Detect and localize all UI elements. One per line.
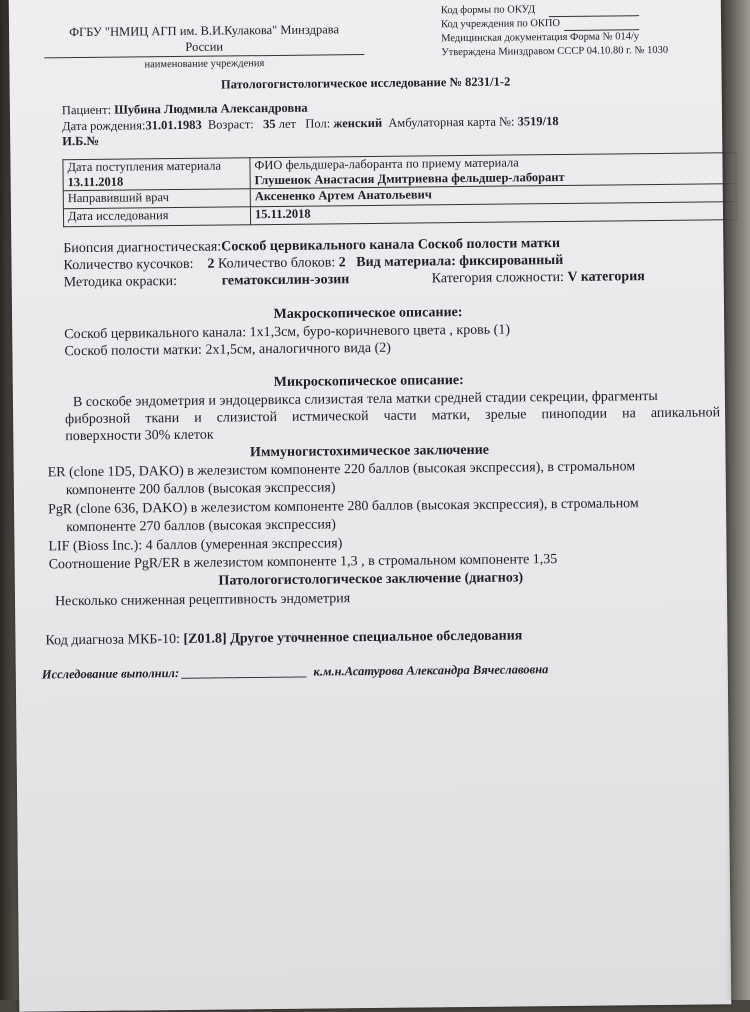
blocks-value: 2 [338, 255, 346, 271]
dob-label: Дата рождения: [61, 118, 146, 134]
blocks-label: Количество блоков: [217, 255, 336, 272]
material-value: фиксированный [459, 252, 564, 270]
complexity-value: V категория [567, 269, 645, 285]
ihc-pgr-line-1: PgR (clone 636, DAKO) в железистом компоненте 280 баллов (высокая экспрессия), в стромальном [47, 496, 639, 518]
okpo-label: Код учреждения по ОКПО [440, 17, 561, 31]
ihc-ratio-line: Соотношение PgR/ER в железистом компоненте 1,3 , в стромальном компоненте 1,35 [48, 552, 558, 573]
signature-line: ____________________ [182, 664, 308, 680]
ihc-er-line-2: компоненте 200 баллов (высокая экспрессия) [65, 480, 336, 499]
diagnosis-heading: Патологогистологическое заключение (диагноз) [218, 570, 524, 589]
patient-name-label: Пациент: [61, 102, 112, 118]
okud-label: Код формы по ОКУД [440, 4, 536, 17]
macro-heading: Макроскопическое описание: [273, 305, 463, 322]
macro-line-2: Соскоб полости матки: 2х1,5см, аналогичного вида (2) [64, 340, 392, 360]
age-unit: лет [278, 116, 297, 131]
micro-line-3: поверхности 30% клеток [65, 427, 214, 445]
table-cell [63, 158, 250, 191]
lab-assistant-label: ФИО фельдшера-лаборанта по приему материала [254, 155, 519, 173]
macro-line-1: Соскоб цервикального канала: 1х1,3см, буро-коричневого цвета , кровь (1) [64, 322, 511, 343]
org-name-line1: ФГБУ "НМИЦ АГП им. В.И.Кулакова" Минздрава [69, 22, 340, 40]
micro-line-1: В соскобе эндометрия и эндоцервикса слизистая тела матки средней стадии секреции, фрагменты [72, 388, 658, 411]
pieces-value: 2 [207, 256, 215, 272]
icd-description: Другое уточненное специальное обследования [230, 628, 523, 647]
signature-label: Исследование выполнил: [41, 666, 180, 682]
ihc-pgr-line-2: компоненте 270 баллов (высокая экспрессия) [66, 517, 336, 536]
micro-heading: Микроскопическое описание: [273, 373, 464, 391]
age-label: Возраст: [207, 117, 254, 132]
icd-code: [Z01.8] [183, 631, 227, 647]
age-value: 35 [263, 116, 276, 132]
card-value: 3519/18 [517, 114, 559, 129]
document-page [9, 0, 732, 1012]
form-label: Медицинская документация Форма № 014/у [441, 31, 640, 45]
material-label: Вид материала: [356, 254, 456, 271]
card-label: Амбулаторная карта №: [388, 114, 515, 130]
diagnosis-text: Несколько сниженная рецептивность эндометрия [54, 591, 351, 610]
ihc-heading: Иммуногистохимическое заключение [249, 442, 490, 461]
sex-label: Пол: [305, 116, 331, 131]
received-date: 13.11.2018 [67, 174, 124, 190]
signature-row [42, 662, 549, 682]
ib-label: И.Б.№ [62, 133, 100, 149]
page-edge-shadow [724, 0, 750, 1000]
ihc-er-line-1: ER (clone 1D5, DAKO) в железистом компоненте 220 баллов (высокая экспрессия), в стромальном [47, 459, 636, 481]
complexity-label: Категория сложности: [431, 269, 564, 287]
org-name-line2: России [185, 39, 224, 54]
exam-date-label: Дата исследования [63, 207, 250, 227]
okud-line [549, 15, 639, 17]
org-caption: наименование учреждения [144, 58, 265, 71]
sex-value: женский [333, 115, 383, 131]
icd-label: Код диагноза МКБ-10: [45, 631, 181, 649]
referring-doctor-label: Направивший врач [63, 189, 250, 209]
patient-name-row [62, 101, 308, 119]
dob-value: 31.01.1983 [145, 117, 202, 133]
exam-date-value: 15.11.2018 [250, 202, 736, 225]
complexity-row [432, 269, 645, 287]
ihc-lif-line: LIF (Bioss Inc.): 4 баллов (умеренная экспрессия) [48, 536, 343, 555]
material-table [62, 152, 737, 227]
biopsy-label: Биопсия диагностическая: [63, 239, 222, 257]
document-title: Патологогистологическое исследование № 8231/1-2 [220, 74, 511, 92]
received-label: Дата поступления материала [67, 158, 222, 175]
biopsy-value: Соскоб цервикального канала Соскоб полости матки [221, 235, 561, 255]
micro-line-2: фиброзной ткани и слизистой истмической части матки, зрелые пиноподии на апикальной [65, 405, 721, 428]
lab-assistant-name: Глушенок Анастасия Дмитриевна фельдшер-лаборант [254, 169, 565, 188]
approved-label: Утверждена Минздравом СССР 04.10.80 г. № 1030 [441, 44, 669, 59]
pieces-label: Количество кусочков: [63, 256, 194, 274]
patient-name: Шубина Людмила Александровна [114, 100, 308, 117]
stain-value: гематоксилин-эозин [221, 272, 350, 289]
signature-name: к.м.н.Асатурова Александра Вячеславовна [313, 662, 549, 679]
referring-doctor-name: Аксененко Артем Анатольевич [250, 184, 736, 207]
table-cell [250, 153, 736, 189]
stain-label: Методика окраски: [63, 274, 178, 291]
icd-row [45, 628, 522, 649]
